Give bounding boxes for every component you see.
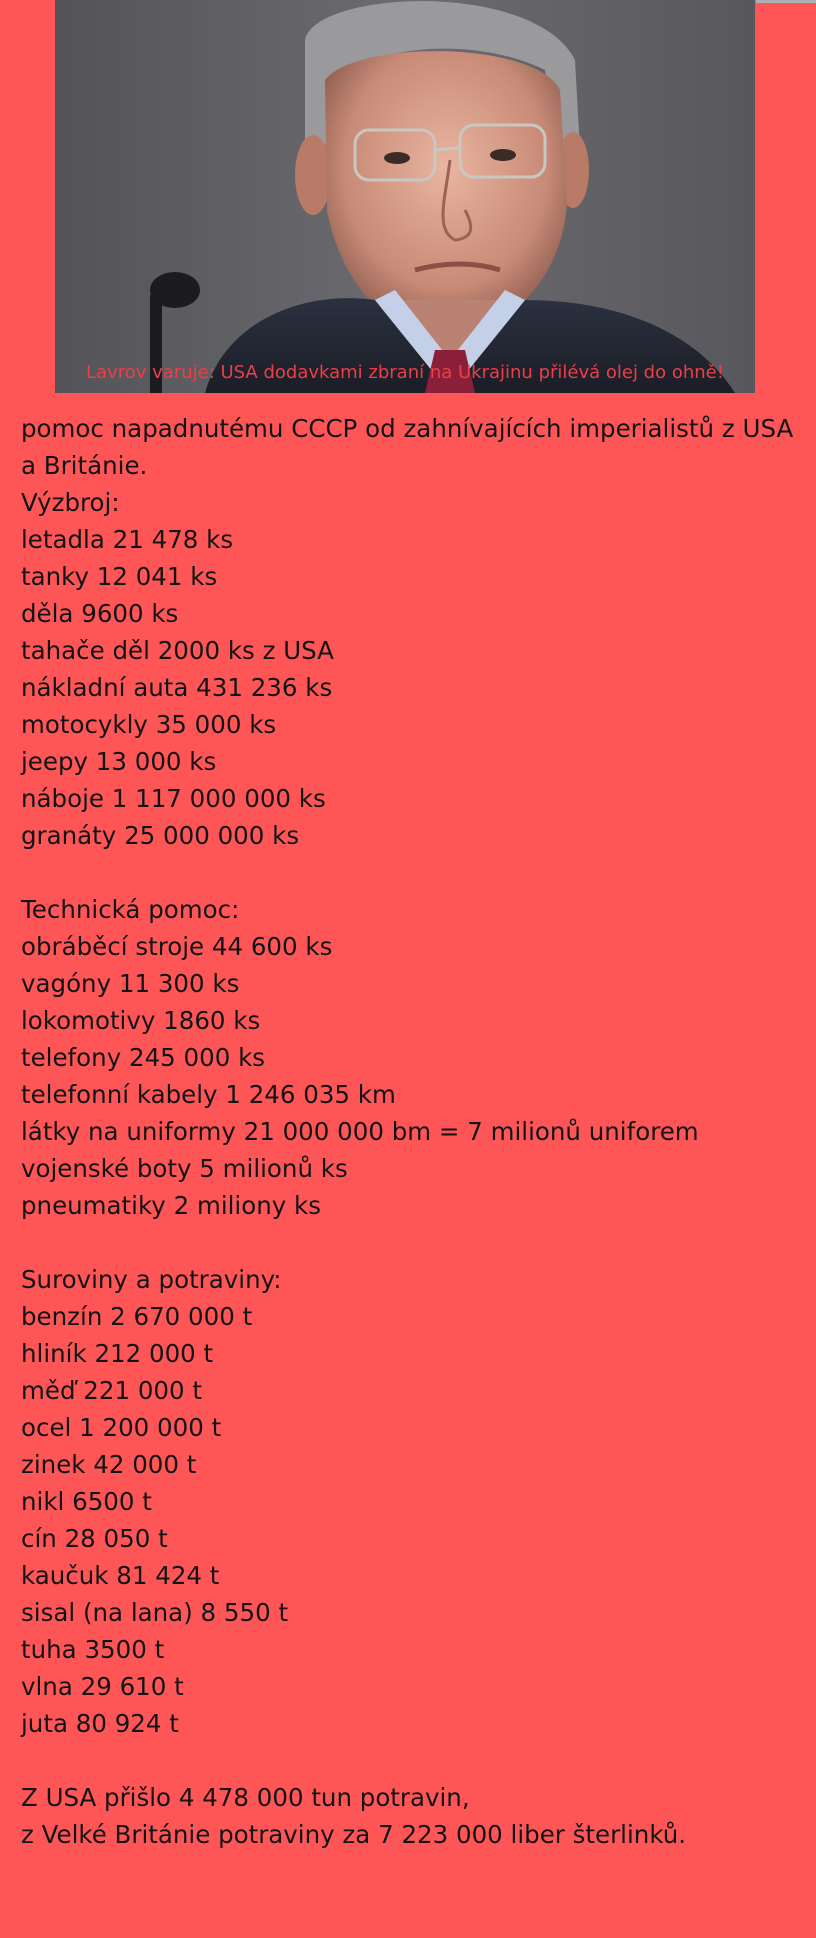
list-item: ocel 1 200 000 t: [21, 1413, 222, 1442]
list-item: pneumatiky 2 miliony ks: [21, 1191, 321, 1220]
paragraph-gap: [21, 1224, 801, 1261]
section-heading-vyzbroj: Výzbroj:: [21, 488, 120, 517]
corner-image-fragment: [756, 0, 816, 3]
list-item: sisal (na lana) 8 550 t: [21, 1598, 289, 1627]
list-item: jeepy 13 000 ks: [21, 747, 217, 776]
list-item: granáty 25 000 000 ks: [21, 821, 300, 850]
list-item: motocykly 35 000 ks: [21, 710, 277, 739]
list-item: tahače děl 2000 ks z USA: [21, 636, 334, 665]
list-item: kaučuk 81 424 t: [21, 1561, 220, 1590]
list-item: vagóny 11 300 ks: [21, 969, 240, 998]
list-item: děla 9600 ks: [21, 599, 179, 628]
photo-caption: Lavrov varuje: USA dodavkami zbraní na Ukrajinu přilévá olej do ohně!: [86, 362, 724, 383]
list-item: vojenské boty 5 milionů ks: [21, 1154, 348, 1183]
list-item: zinek 42 000 t: [21, 1450, 197, 1479]
intro-line: pomoc napadnutému CCCP od zahnívajících imperialistů z USA: [21, 414, 794, 443]
list-item: cín 28 050 t: [21, 1524, 168, 1553]
list-item: tuha 3500 t: [21, 1635, 165, 1664]
list-item: obráběcí stroje 44 600 ks: [21, 932, 333, 961]
portrait-illustration: [55, 0, 755, 393]
section-heading-suroviny: Suroviny a potraviny:: [21, 1265, 282, 1294]
list-item: nikl 6500 t: [21, 1487, 152, 1516]
list-item: tanky 12 041 ks: [21, 562, 218, 591]
list-item: vlna 29 610 t: [21, 1672, 184, 1701]
list-item: telefonní kabely 1 246 035 km: [21, 1080, 396, 1109]
closing-line: z Velké Británie potraviny za 7 223 000 liber šterlinků.: [21, 1820, 687, 1849]
intro-line: a Británie.: [21, 451, 148, 480]
list-item: náboje 1 117 000 000 ks: [21, 784, 326, 813]
paragraph-gap: [21, 1742, 801, 1779]
closing-line: Z USA přišlo 4 478 000 tun potravin,: [21, 1783, 470, 1812]
article-body: [21, 410, 801, 1853]
list-item: měď 221 000 t: [21, 1376, 202, 1405]
list-item: hliník 212 000 t: [21, 1339, 214, 1368]
list-item: letadla 21 478 ks: [21, 525, 234, 554]
section-heading-technicka: Technická pomoc:: [21, 895, 240, 924]
list-item: benzín 2 670 000 t: [21, 1302, 253, 1331]
article-photo: [55, 0, 755, 393]
list-item: lokomotivy 1860 ks: [21, 1006, 261, 1035]
paragraph-gap: [21, 854, 801, 891]
list-item: látky na uniformy 21 000 000 bm = 7 milionů uniforem: [21, 1117, 699, 1146]
list-item: nákladní auta 431 236 ks: [21, 673, 333, 702]
list-item: juta 80 924 t: [21, 1709, 179, 1738]
list-item: telefony 245 000 ks: [21, 1043, 266, 1072]
